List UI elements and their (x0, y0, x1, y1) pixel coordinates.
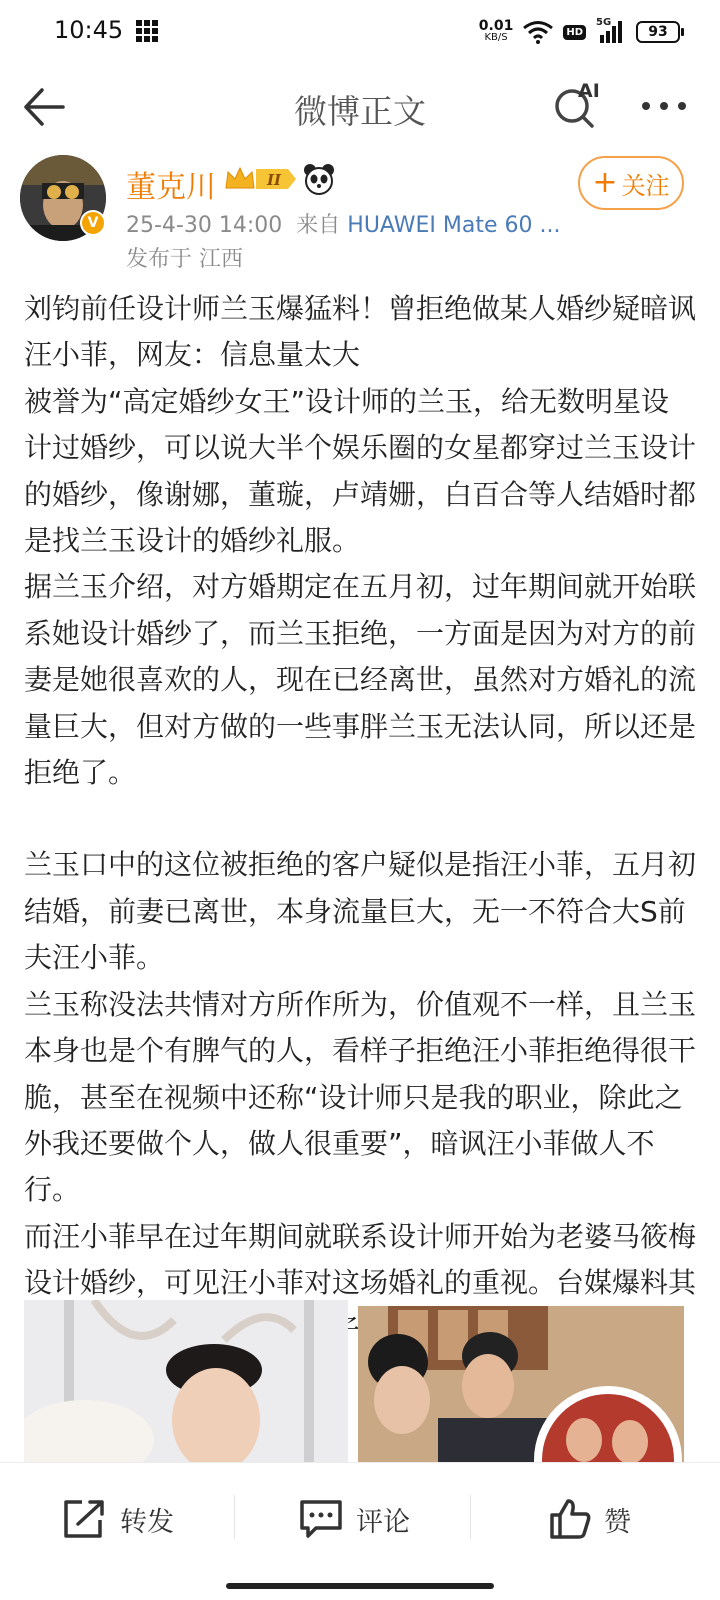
divider (470, 1495, 471, 1539)
status-bar (0, 0, 720, 64)
status-time: 10:45 (54, 16, 124, 44)
post-images (24, 1300, 684, 1462)
post-paragraph: 据兰玉介绍，对方婚期定在五月初，过年期间就开始联系她设计婚纱了，而兰玉拒绝，一方面是因为对方的前妻是她很喜欢的人，现在已经离世，虽然对方婚礼的流量巨大，但对方做的一些事胖兰玉无法认同，所以还是拒绝了。 (24, 570, 697, 790)
battery-level: 93 (648, 24, 668, 40)
post-paragraph: 而汪小菲早在过年期间就联系设计师开始为老婆马筱梅设计婚纱，可见汪小菲对这场婚礼的重视。台媒爆料其 (24, 1219, 697, 1300)
post-image[interactable] (24, 1300, 348, 1462)
network-speed (479, 20, 514, 44)
author-row (0, 150, 720, 280)
hd-badge: HD (563, 25, 586, 40)
cell-signal-icon (596, 19, 626, 45)
repost-button[interactable] (62, 1489, 174, 1549)
comment-button[interactable] (298, 1489, 410, 1549)
app-grid-icon (136, 20, 158, 42)
network-type: 5G (596, 17, 612, 28)
comment-icon (298, 1498, 344, 1540)
post-paragraph: 被誉为“高定婚纱女王”设计师的兰玉，给无数明星设计过婚纱，可以说大半个娱乐圈的女星都穿过兰玉设计的婚纱，像谢娜，董璇，卢靖姗，白百合等人结婚时都是找兰玉设计的婚纱礼服。 (24, 384, 697, 558)
follow-label: 关注 (621, 171, 670, 200)
follow-button[interactable] (578, 156, 684, 210)
post-location: 发布于 江西 (126, 247, 243, 272)
source-prefix: 来自 (296, 213, 341, 238)
like-button[interactable] (548, 1489, 631, 1549)
post-paragraph: 兰玉口中的这位被拒绝的客户疑似是指汪小菲，五月初结婚，前妻已离世，本身流量巨大，无一不符合大S前夫汪小菲。 (24, 848, 697, 975)
more-options-button[interactable] (636, 88, 690, 124)
post-meta (126, 208, 561, 239)
action-bar (0, 1462, 720, 1600)
ai-search-button[interactable] (552, 80, 604, 132)
ai-label: AI (578, 80, 600, 102)
post-paragraph: 兰玉称没法共情对方所作所为，价值观不一样，且兰玉本身也是个有脾气的人，看样子拒绝汪小菲拒绝得很干脆，甚至在视频中还称“设计师只是我的职业，除此之外我还要做个人，做人很重要”，暗讽汪小菲做人不行。 (24, 987, 697, 1207)
post-date: 25-4-30 14:00 (126, 213, 283, 238)
top-nav (0, 64, 720, 150)
page-title: 微博正文 (294, 92, 426, 131)
member-level-icon[interactable] (222, 164, 298, 194)
source-device[interactable]: HUAWEI Mate 60 ... (347, 213, 561, 238)
thumbs-up-icon (548, 1497, 592, 1541)
repost-icon (62, 1498, 108, 1540)
network-speed-unit: KB/S (484, 32, 508, 43)
divider (234, 1495, 235, 1539)
network-speed-value: 0.01 (478, 18, 514, 34)
member-level-text: II (266, 171, 282, 189)
wifi-icon (523, 20, 553, 44)
post-body (24, 286, 696, 1353)
author-name[interactable]: 董克川 (126, 170, 216, 205)
plus-icon: + (592, 165, 618, 200)
post-image[interactable] (358, 1300, 684, 1462)
battery-icon (636, 21, 680, 43)
comment-label: 评论 (356, 1506, 410, 1538)
panda-icon (302, 162, 336, 196)
like-label: 赞 (604, 1506, 631, 1538)
paragraph-gap (24, 796, 696, 842)
status-indicators (479, 14, 680, 50)
home-indicator[interactable] (226, 1583, 494, 1589)
verified-badge-icon: V (80, 210, 106, 236)
repost-label: 转发 (120, 1506, 174, 1538)
post-title: 刘钧前任设计师兰玉爆猛料！曾拒绝做某人婚纱疑暗讽汪小菲，网友：信息量太大 (24, 292, 697, 372)
